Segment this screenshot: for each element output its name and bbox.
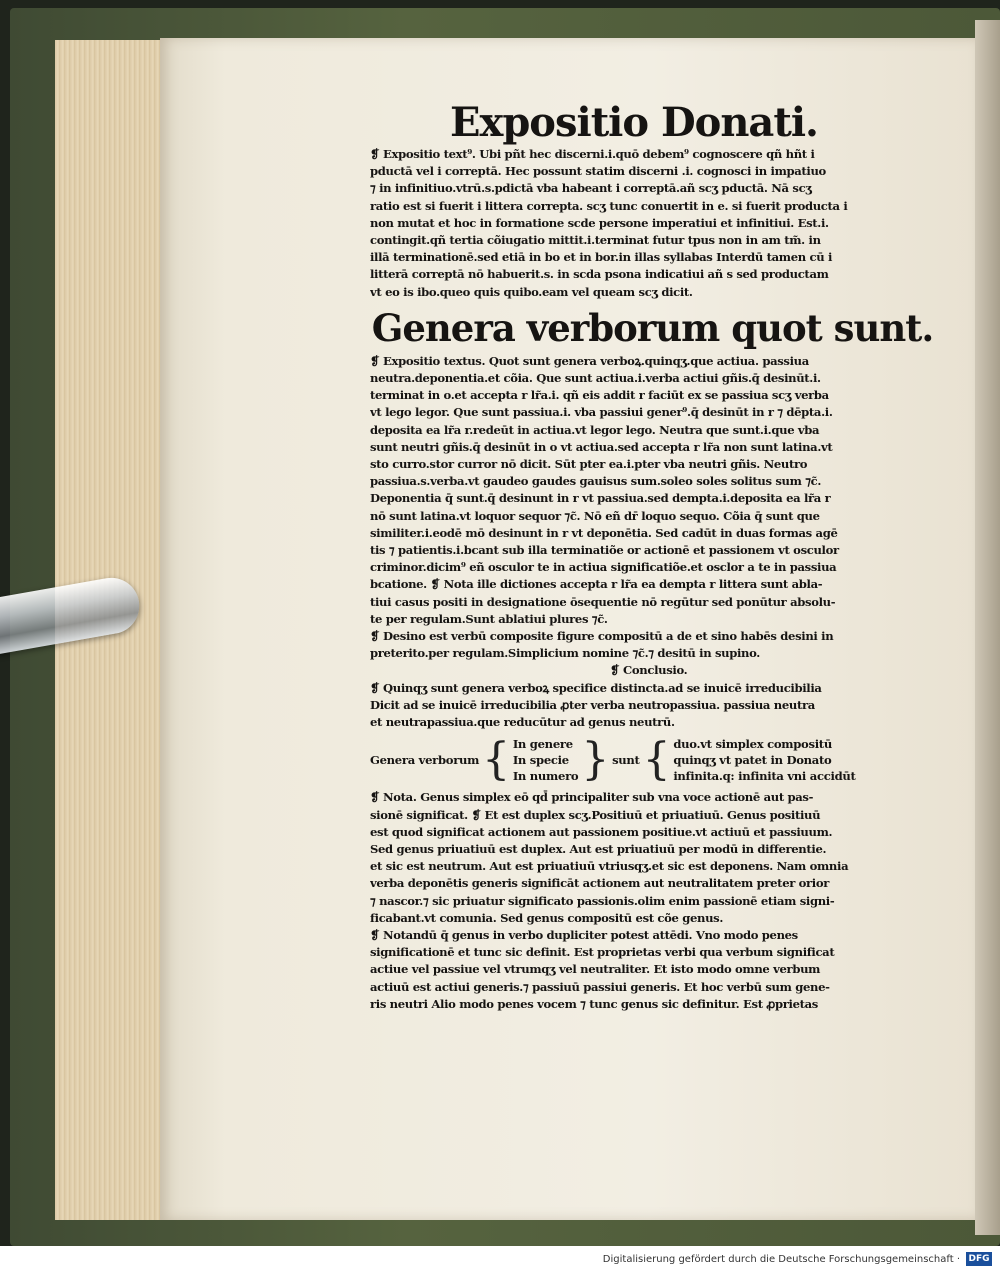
text-line: ❡ Notandū q̄ genus in verbo dupliciter potest attēdi. Vno modo penes <box>370 927 798 942</box>
text-line: sto curro.stor curror nō dicit. Sūt pter ea.i.pter vba neutri gñis. Neutro <box>370 457 808 472</box>
conclusio-label: ❡ Conclusio. <box>610 663 688 678</box>
text-line: preterito.per regulam.Simplicium nomine ⁊c̃.⁊ desitū in supino. <box>370 646 760 661</box>
text-line: ❡ Expositio text⁹. Ubi pñt hec discerni.i.quō debem⁹ cognoscere qñ hñt i <box>370 147 815 161</box>
text-line: illā terminationē.sed etiā in bo et in bor.in illas syllabas Interdū tamen cū i <box>370 250 833 265</box>
text-line: Sed genus priuatiuū est duplex. Aut est priuatiuū per modū in differentie. <box>370 841 827 856</box>
text-line: ❡ Quinqʒ sunt genera verboꝝ specifice distincta.ad se inuicē irreducibilia <box>370 680 822 695</box>
text-line: deposita ea lr̃a r.redeūt in actiua.vt legor lego. Neutra que sunt.i.que vba <box>370 422 820 437</box>
heading-expositio-donati: Expositio Donati. <box>450 99 818 146</box>
text-line: litterā correptā nō habuerit.s. in scda psona indicatiui añ s sed productam <box>370 267 829 282</box>
scheme-mid: sunt <box>612 753 640 768</box>
text-line: sunt neutri gñis.q̄ desinūt in o vt actiua.sed accepta r lr̃a non sunt latina.vt <box>370 439 833 454</box>
text-line: actiuū est actiui generis.⁊ passiuū passiui generis. Et hoc verbū sum gene- <box>370 979 830 994</box>
text-line: Deponentia q̄ sunt.q̄ desinunt in r vt passiua.sed dempta.i.deposita ea lr̃a r <box>370 491 831 506</box>
paragraph-conclusio <box>370 680 935 732</box>
text-line: ris neutri Alio modo penes vocem ⁊ tunc genus sic definitur. Est ꝓprietas <box>370 996 818 1011</box>
text-line: sionē significat. ❡ Et est duplex scʒ.Positiuū et priuatiuū. Genus positiuū <box>370 807 821 822</box>
text-line: terminat in o.et accepta r lr̃a.i. qñ eis addit r faciūt ex se passiua scʒ verba <box>370 388 829 403</box>
paragraph-genera <box>370 353 935 663</box>
text-line: nō sunt latina.vt loquor sequor ⁊c̃. Nō eñ dr̄ loquo sequo. Cõia q̄ sunt que <box>370 508 820 523</box>
text-line: ❡ Expositio textus. Quot sunt genera verboꝝ.quinqʒ.que actiua. passiua <box>370 353 809 368</box>
text-line: similiter.i.eodē mō desinunt in r vt deponētia. Sed cadūt in duas formas agē <box>370 525 838 540</box>
text-line: passiua.s.verba.vt gaudeo gaudes gauisus sum.soleo soles solitus sum ⁊c̃. <box>370 474 821 489</box>
text-line: et sic est neutrum. Aut est priuatiuū vtriusqʒ.et sic est deponens. Nam omnia <box>370 859 849 874</box>
paragraph-nota <box>370 789 935 1013</box>
text-line: tiui casus positi in designatione ōsequentie nō regūtur sed ponūtur absolu- <box>370 594 836 609</box>
text-line: vt eo is ibo.queo quis quibo.eam vel queam scʒ dicit. <box>370 284 693 299</box>
text-line: pductā vel i correptā. Hec possunt statim discerni .i. cognosci in impatiuo <box>370 164 826 179</box>
brace-right: { <box>642 734 671 786</box>
genera-scheme <box>370 733 935 787</box>
text-line: non mutat et hoc in formatione scde persone imperatiui et infinitiui. Est.i. <box>370 215 829 230</box>
text-line: ratio est si fuerit i littera correpta. scʒ tunc conuertit in e. si fuerit producta i <box>370 198 848 213</box>
text-line: et neutrapassiua.que reducūtur ad genus neutrū. <box>370 715 675 730</box>
brace-middle: } <box>581 734 610 786</box>
brace-left: { <box>482 734 510 786</box>
text-line: tis ⁊ patientis.i.bcant sub illa terminatiõe or actionē et passionem vt osculor <box>370 543 839 558</box>
text-line: bcatione. ❡ Nota ille dictiones accepta r lr̃a ea dempta r littera sunt abla- <box>370 577 823 592</box>
footer-credit: Digitalisierung gefördert durch die Deutsche Forschungsgemeinschaft · <box>602 1254 960 1265</box>
text-line: ❡ Nota. Genus simplex eō qd̄ principaliter sub vna voce actionē aut pas- <box>370 790 814 805</box>
text-line: actiue vel passiue vel vtrumqʒ vel neutraliter. Et isto modo omne verbum <box>370 962 821 977</box>
right-page-edge <box>975 20 1000 1235</box>
text-line: significationē et tunc sic definit. Est proprietas verbi qua verbum significat <box>370 945 835 960</box>
text-line: ⁊ in infinitiuo.vtrū.s.pdictā vba habeant i correptā.añ scʒ pductā. Nā scʒ <box>370 181 812 196</box>
text-line: te per regulam.Sunt ablatiui plures ⁊c̃. <box>370 611 608 626</box>
heading-genera-verborum: Genera verborum quot sunt. <box>371 305 934 350</box>
footer-bar <box>0 1246 1000 1274</box>
scheme-left-col: In genere In specie In numero <box>512 737 579 784</box>
dfg-logo: DFG <box>966 1252 992 1266</box>
text-line: est quod significat actionem aut passionem positiue.vt actiuū et passiuum. <box>370 824 833 839</box>
text-line: contingit.qñ tertia cõiugatio mittit.i.terminat futur tpus non in am tm̃. in <box>370 233 821 248</box>
text-line: ❡ Desino est verbū composite figure compositū a de et sino habēs desini in <box>370 629 834 644</box>
text-line: Dicit ad se inuicē irreducibilia ꝓter verba neutropassiua. passiua neutra <box>370 697 815 712</box>
scheme-right-col: duo.vt simplex compositū quinqʒ vt patet in Donato infinita.q: infinita vni accidūt <box>673 737 856 784</box>
text-line: verba deponētis generis significāt actionem aut neutralitatem preter orior <box>370 876 830 891</box>
text-line: criminor.dicim⁹ eñ osculor te in actiua significatiõe.et osclor a te in passiua <box>370 560 837 575</box>
text-line: neutra.deponentia.et cõia. Que sunt actiua.i.verba actiui gñis.q̄ desinūt.i. <box>370 371 821 386</box>
paragraph-expositio-textus <box>370 146 935 301</box>
text-block <box>370 100 935 1085</box>
scheme-label: Genera verborum <box>370 753 480 768</box>
text-line: ficabant.vt comunia. Sed genus compositū est cõe genus. <box>370 910 724 925</box>
text-line: ⁊ nascor.⁊ sic priuatur significato passionis.olim enim passionē etiam signi- <box>370 893 835 908</box>
text-line: vt lego legor. Que sunt passiua.i. vba passiui gener⁹.q̄ desinūt in r ⁊ dēpta.i. <box>370 405 833 420</box>
